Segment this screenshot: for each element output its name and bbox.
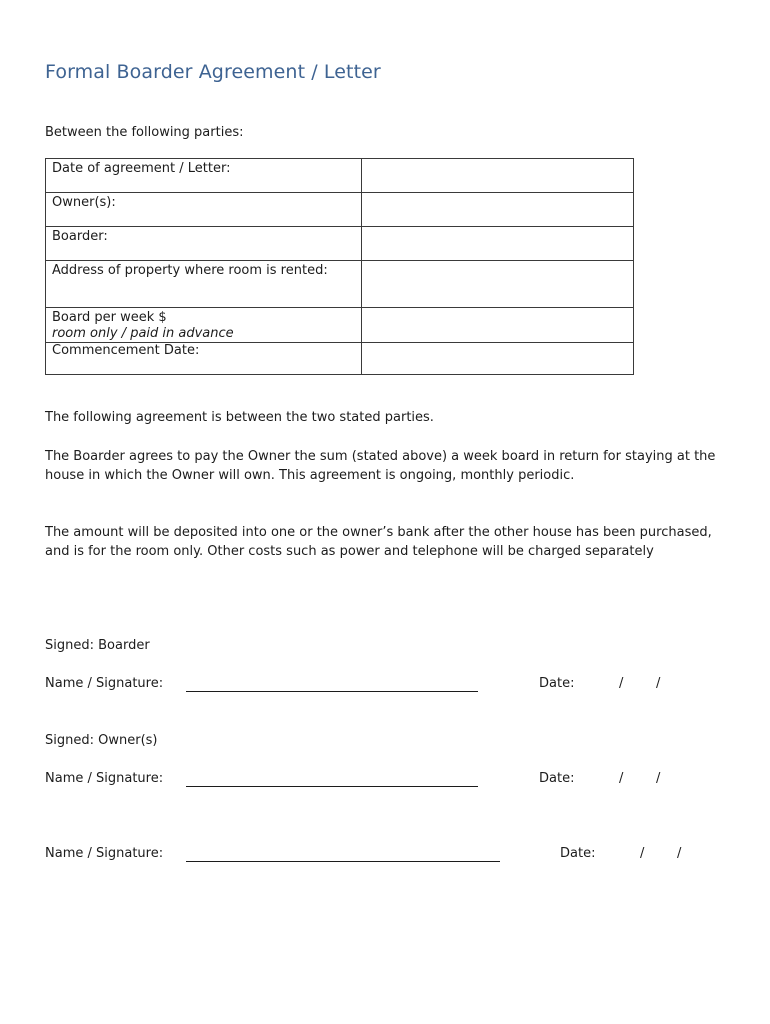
boarder-name-signature-label: Name / Signature: <box>45 676 164 691</box>
paragraph-parties: The following agreement is between the two stated parties. <box>45 410 434 425</box>
row-value-address[interactable] <box>362 261 634 308</box>
row-value-board-per-week[interactable] <box>362 308 634 343</box>
row-label-board-per-week <box>46 308 362 343</box>
parties-table <box>45 158 634 375</box>
boarder-signature-line[interactable] <box>186 691 478 692</box>
table-row <box>46 343 634 375</box>
boarder-date-separator: / <box>656 676 661 691</box>
boarder-date-separator: / <box>619 676 624 691</box>
owner-signature-line[interactable] <box>186 786 478 787</box>
owner-date-label: Date: <box>539 771 575 786</box>
table-row <box>46 227 634 261</box>
owner2-date-label: Date: <box>560 846 596 861</box>
owner-name-signature-label: Name / Signature: <box>45 771 164 786</box>
owner2-date-separator: / <box>677 846 682 861</box>
table-row <box>46 261 634 308</box>
row-value-commencement-date[interactable] <box>362 343 634 375</box>
table-row <box>46 159 634 193</box>
row-value-date-of-agreement[interactable] <box>362 159 634 193</box>
paragraph-payment-terms: The Boarder agrees to pay the Owner the sum (stated above) a week board in return for staying at the house in which the Owner will own. This agreement is ongoing, monthly periodic. <box>45 449 716 483</box>
document-title: Formal Boarder Agreement / Letter <box>45 61 381 83</box>
intro-text: Between the following parties: <box>45 125 244 140</box>
table-row <box>46 308 634 343</box>
owner-signed-heading: Signed: Owner(s) <box>45 733 158 748</box>
owner-date-separator: / <box>656 771 661 786</box>
row-label-owners: Owner(s): <box>46 193 362 227</box>
row-label-date-of-agreement: Date of agreement / Letter: <box>46 159 362 193</box>
board-per-week-sublabel: room only / paid in advance <box>52 326 234 341</box>
row-value-boarder[interactable] <box>362 227 634 261</box>
row-label-address: Address of property where room is rented: <box>46 261 362 308</box>
table-row <box>46 193 634 227</box>
row-label-boarder: Boarder: <box>46 227 362 261</box>
row-label-commencement-date: Commencement Date: <box>46 343 362 375</box>
paragraph-deposit-terms: The amount will be deposited into one or the owner’s bank after the other house has been purchased, and is for the room only. Other costs such as power and telephone will be charged separately <box>45 525 712 559</box>
owner2-signature-line[interactable] <box>186 861 500 862</box>
owner2-name-signature-label: Name / Signature: <box>45 846 164 861</box>
owner-date-separator: / <box>619 771 624 786</box>
row-value-owners[interactable] <box>362 193 634 227</box>
owner2-date-separator: / <box>640 846 645 861</box>
boarder-signed-heading: Signed: Boarder <box>45 638 150 653</box>
boarder-date-label: Date: <box>539 676 575 691</box>
board-per-week-label: Board per week $ <box>52 310 167 325</box>
